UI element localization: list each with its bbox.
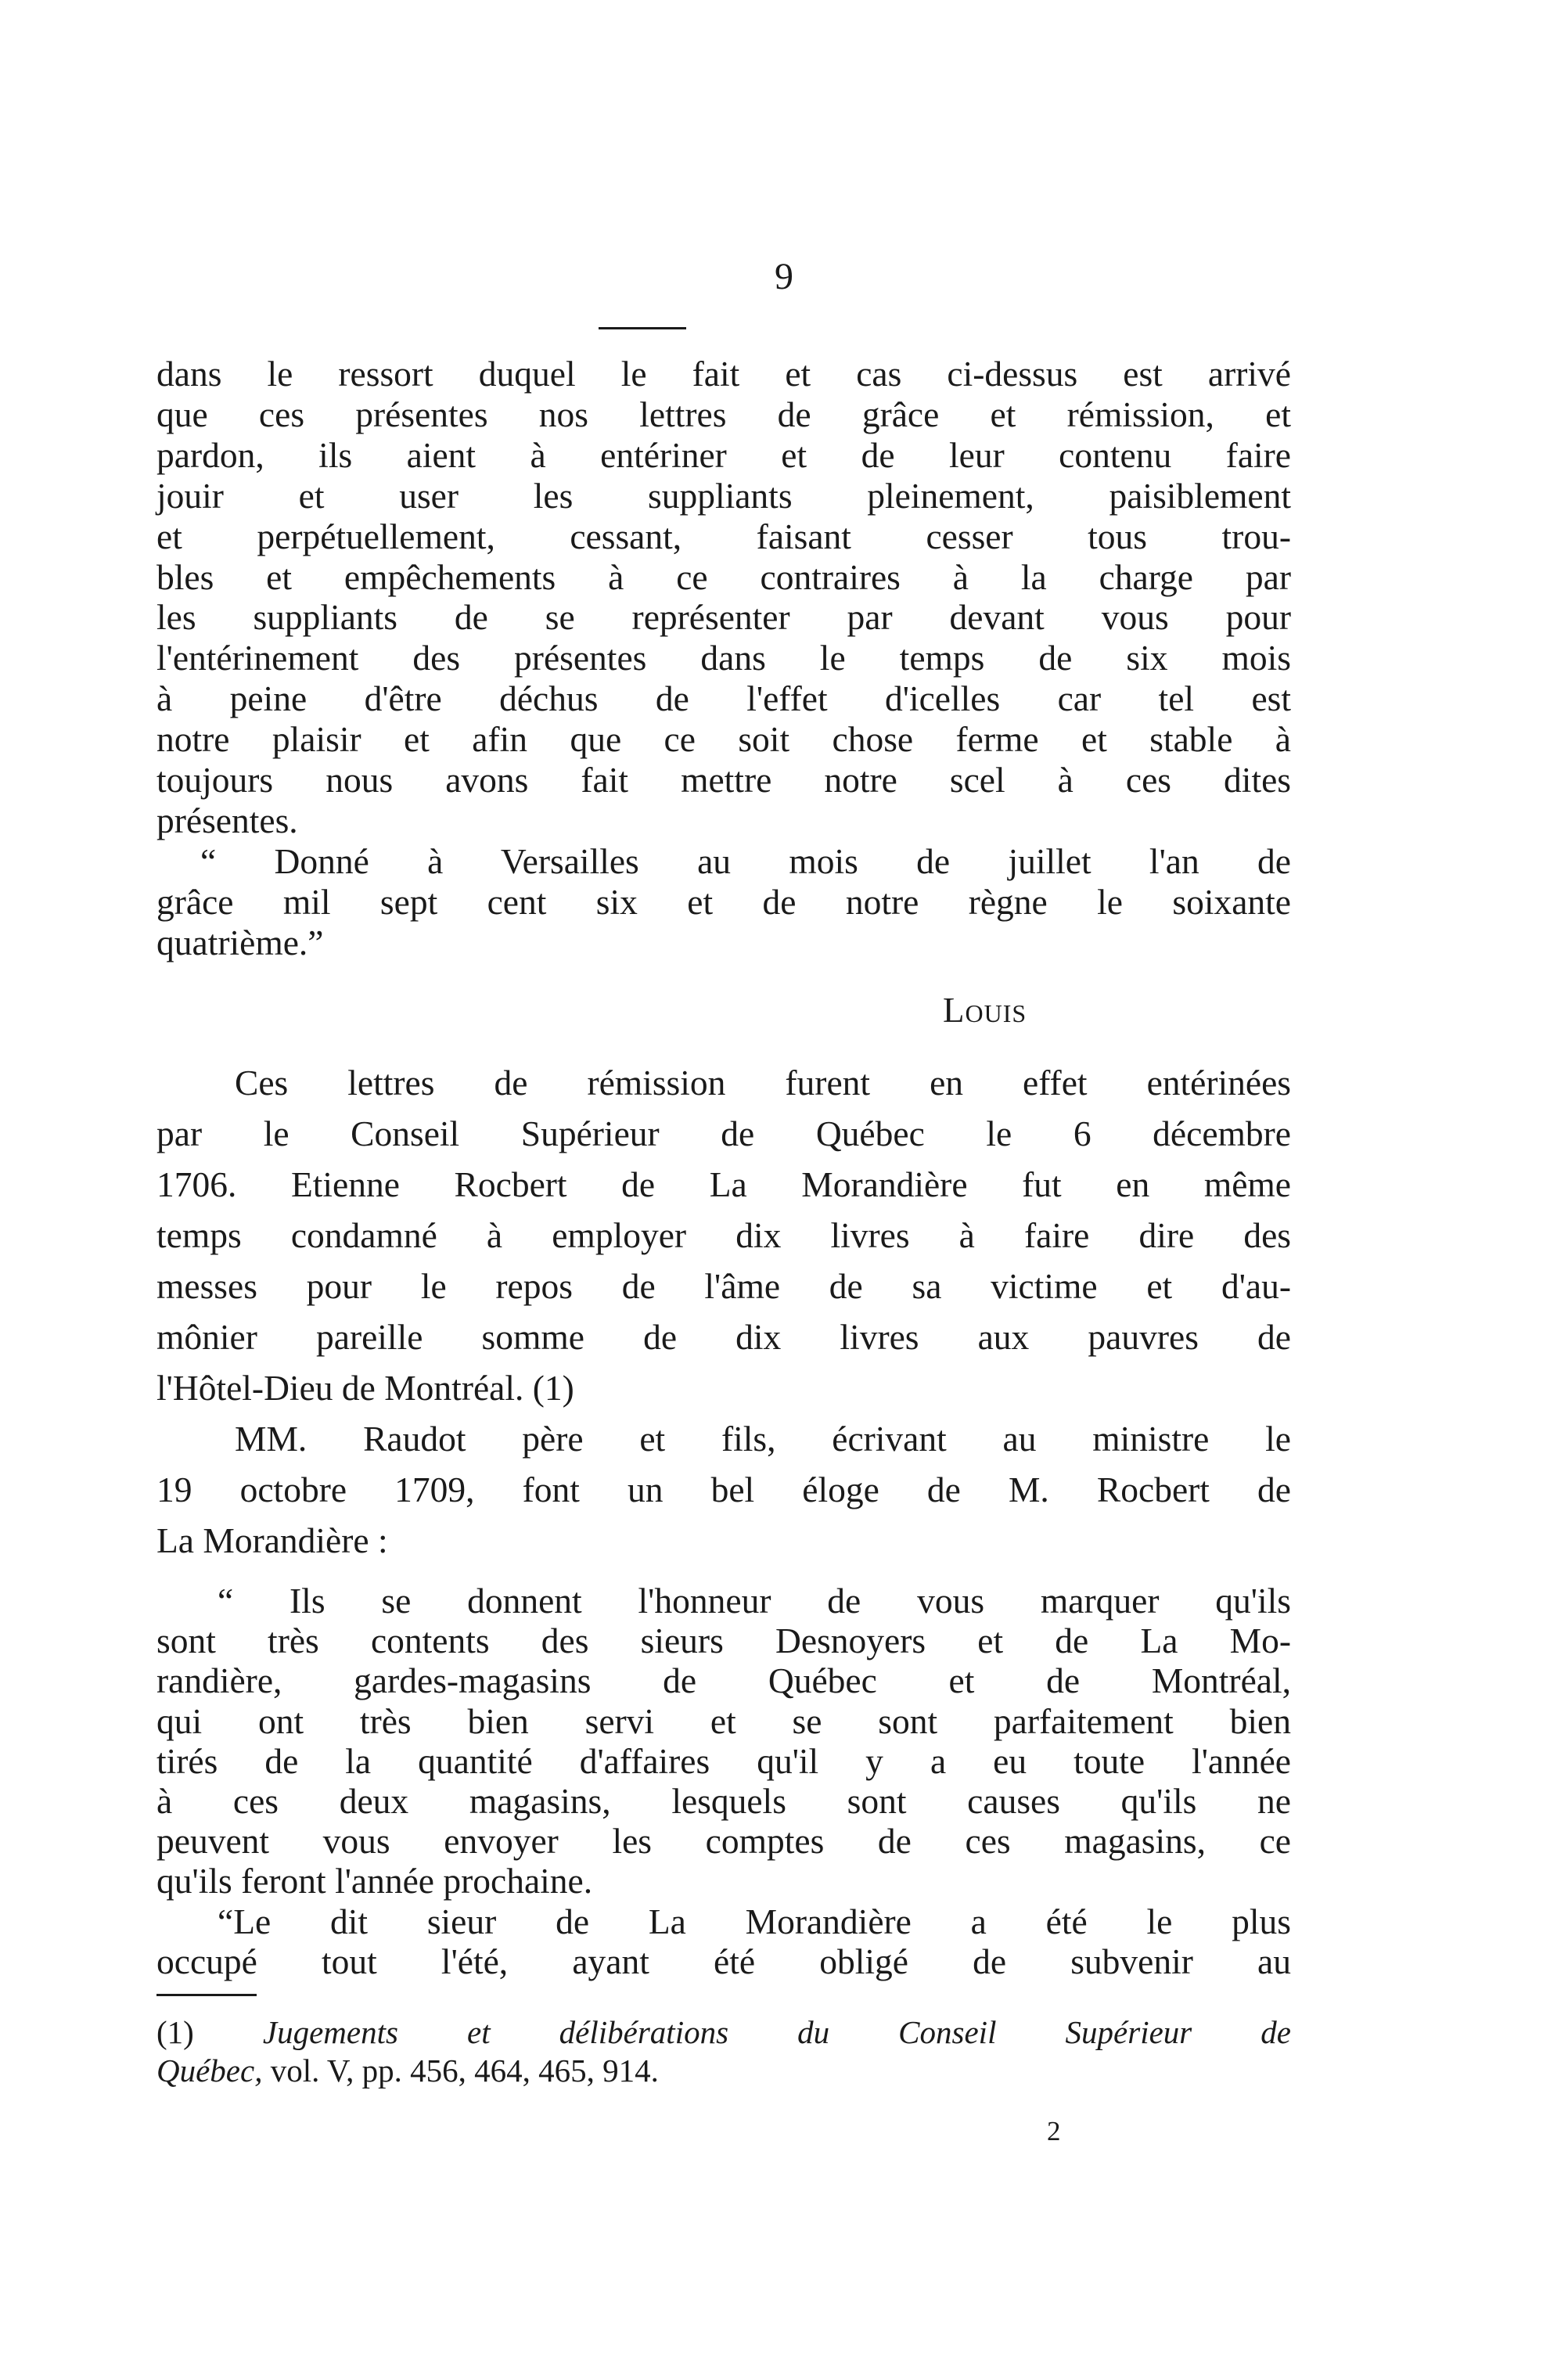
text-line: 19 octobre 1709, font un bel éloge de M. Rocbert de [156, 1470, 1291, 1509]
text-line: à peine d'être déchus de l'effet d'icelles car tel est [156, 678, 1291, 719]
text-line: pardon, ils aient à entériner et de leur contenu faire [156, 434, 1291, 475]
text-line: peuvent vous envoyer les comptes de ces magasins, ce [156, 1821, 1291, 1862]
text-block-2 [156, 1057, 1291, 1566]
date-clause-paragraph [156, 841, 1291, 963]
text-line: “ Ils se donnent l'honneur de vous marquer qu'ils [218, 1581, 1291, 1621]
footnote-line-2 [156, 2052, 1291, 2090]
text-line: quatrième.” [156, 922, 324, 962]
text-line: sont très contents des sieurs Desnoyers et de La Mo- [156, 1621, 1291, 1661]
raudot-paragraph [156, 1413, 1291, 1566]
text-line: par le Conseil Supérieur de Québec le 6 décembre [156, 1114, 1291, 1153]
printer-signature-mark: 2 [1047, 2116, 1061, 2146]
quote-paragraph-1 [156, 1581, 1291, 1901]
text-line: randière, gardes-magasins de Québec et de Montréal, [156, 1660, 1291, 1701]
text-line: qui ont très bien servi et se sont parfaitement bien [156, 1700, 1291, 1741]
text-block-1 [156, 354, 1291, 963]
page-number: 9 [775, 256, 793, 297]
footnote-reference: vol. V, pp. 456, 464, 465, 914. [270, 2053, 659, 2089]
signature-louis: Louis [943, 991, 1027, 1030]
text-line: temps condamné à employer dix livres à faire dire des [156, 1215, 1291, 1255]
continuation-paragraph [156, 354, 1291, 841]
footnote-marker: (1) [156, 2014, 194, 2050]
remission-paragraph [156, 1057, 1291, 1413]
text-line: bles et empêchements à ce contraires à la charge par [156, 556, 1291, 597]
text-line: à ces deux magasins, lesquels sont causes qu'ils ne [156, 1781, 1291, 1822]
text-line: l'entérinement des présentes dans le temps de six mois [156, 638, 1291, 678]
footnote-title: Jugements et délibérations du Conseil Supérieur de [262, 2014, 1292, 2050]
text-line: “ Donné à Versailles au mois de juillet l'an de [200, 840, 1291, 881]
footnote-line-1 [156, 2013, 1291, 2052]
text-line: La Morandière : [156, 1520, 388, 1560]
text-line: que ces présentes nos lettres de grâce et rémission, et [156, 394, 1291, 434]
text-line: notre plaisir et afin que ce soit chose ferme et stable à [156, 719, 1291, 760]
text-block-3 [156, 1581, 1291, 1981]
text-line: tirés de la quantité d'affaires qu'il y a eu toute l'année [156, 1740, 1291, 1781]
text-line: 1706. Etienne Rocbert de La Morandière fut en même [156, 1164, 1291, 1204]
footnote [156, 2013, 1291, 2090]
footnote-rule [156, 1994, 257, 1996]
text-line: et perpétuellement, cessant, faisant cesser tous trou- [156, 516, 1291, 556]
text-line: présentes. [156, 800, 298, 840]
quote-paragraph-2 [156, 1901, 1291, 1981]
text-line: MM. Raudot père et fils, écrivant au ministre le [235, 1419, 1291, 1459]
text-line: occupé tout l'été, ayant été obligé de subvenir au [156, 1941, 1291, 1981]
text-line: grâce mil sept cent six et de notre règne le soixante [156, 881, 1291, 922]
text-line: toujours nous avons fait mettre notre scel à ces dites [156, 760, 1291, 801]
text-line: l'Hôtel-Dieu de Montréal. (1) [156, 1368, 574, 1408]
footnote-title-cont: Québec, [156, 2053, 263, 2089]
text-line: mônier pareille somme de dix livres aux pauvres de [156, 1317, 1291, 1357]
header-rule [599, 327, 686, 329]
text-line: les suppliants de se représenter par devant vous pour [156, 597, 1291, 638]
text-line: messes pour le repos de l'âme de sa victime et d'au- [156, 1266, 1291, 1306]
text-line: “Le dit sieur de La Morandière a été le plus [218, 1901, 1291, 1941]
text-line: jouir et user les suppliants pleinement, paisiblement [156, 475, 1291, 516]
text-line: Ces lettres de rémission furent en effet entérinées [235, 1063, 1291, 1103]
text-line: dans le ressort duquel le fait et cas ci-dessus est arrivé [156, 354, 1291, 394]
text-line: qu'ils feront l'année prochaine. [156, 1861, 593, 1901]
